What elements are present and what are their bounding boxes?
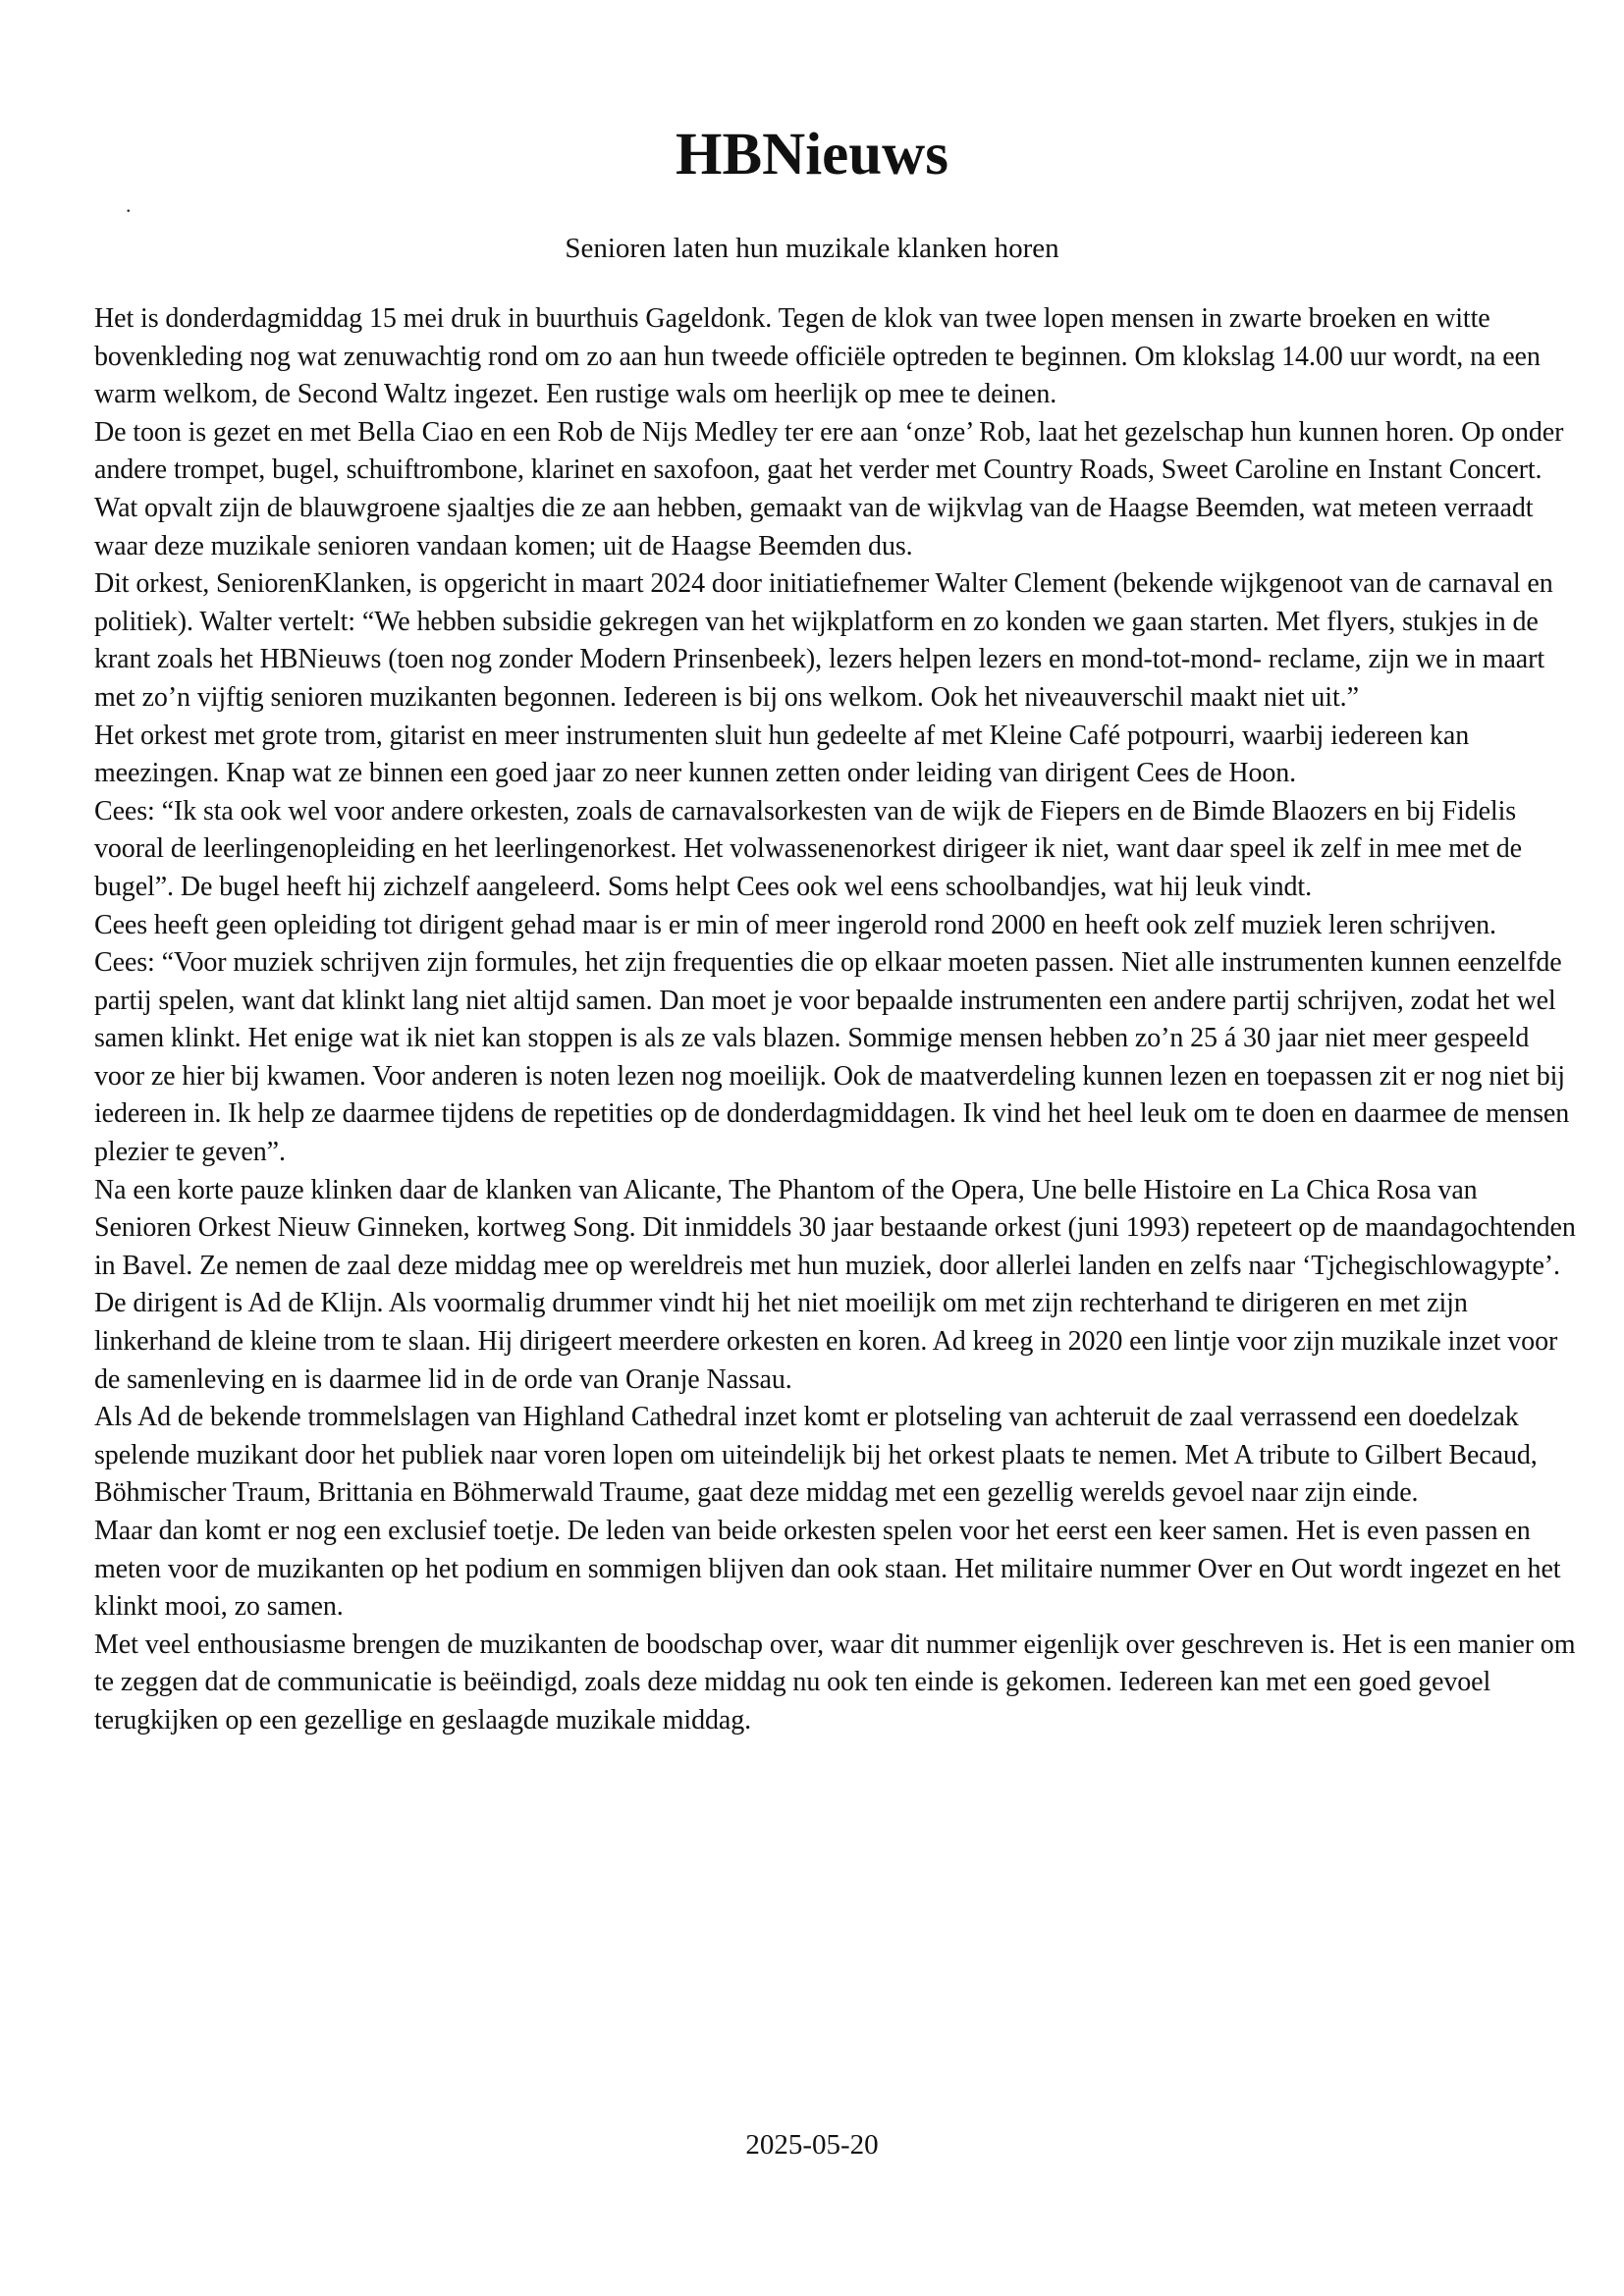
- marker-dot: .: [126, 192, 132, 217]
- paragraph: Cees: “Ik sta ook wel voor andere orkesten, zoals de carnavalsorkesten van de wijk de Fiepers en de Bimde Blaozers en bij Fidelis vooral de leerlingenopleiding en het leerlingenorkest. Het volwassenenorkest dirigeer ik niet, want daar speel ik zelf in mee met de bugel”. De bugel heeft hij zichzelf aangeleerd. Soms helpt Cees ook wel eens schoolbandjes, wat hij leuk vindt.: [94, 795, 1522, 902]
- article-headline: Senioren laten hun muzikale klanken horen: [565, 233, 1059, 264]
- paragraph: Cees: “Voor muziek schrijven zijn formules, het zijn frequenties die op elkaar moeten passen. Niet alle instrumenten kunnen eenzelfde partij spelen, want dat klinkt lang niet altijd samen. Dan moet je voor bepaalde instrumenten een andere partij schrijven, zodat het wel samen klinkt. Het enige wat ik niet kan stoppen is als ze vals blazen. Sommige mensen hebben zo’n 25 á 30 jaar niet meer gespeeld voor ze hier bij kwamen. Voor anderen is noten lezen nog moeilijk. Ook de maatverdeling kunnen lezen en toepassen zit er nog niet bij iedereen in. Ik help ze daarmee tijdens de repetities op de donderdagmiddagen. Ik vind het heel leuk om te doen en daarmee de mensen plezier te geven”.: [94, 947, 1570, 1168]
- paragraph: De toon is gezet en met Bella Ciao en een Rob de Nijs Medley ter ere aan ‘onze’ Rob, laat het gezelschap hun kunnen horen. Op onder andere trompet, bugel, schuiftrombone, klarinet en saxofoon, gaat het verder met Country Roads, Sweet Caroline en Instant Concert. Wat opvalt zijn de blauwgroene sjaaltjes die ze aan hebben, gemaakt van de wijkvlag van de Haagse Beemden, wat meteen verraadt waar deze muzikale senioren vandaan komen; uit de Haagse Beemden dus.: [94, 416, 1564, 561]
- paragraph: Het is donderdagmiddag 15 mei druk in buurthuis Gageldonk. Tegen de klok van twee lopen mensen in zwarte broeken en witte bovenkleding nog wat zenuwachtig rond om zo aan hun tweede officiële optreden te beginnen. Om klokslag 14.00 uur wordt, na een warm welkom, de Second Waltz ingezet. Een rustige wals om heerlijk op mee te deinen.: [94, 303, 1541, 410]
- masthead-title: HBNieuws: [676, 122, 948, 187]
- footer-date: 2025-05-20: [745, 2129, 879, 2161]
- article-body: [94, 300, 1577, 1740]
- paragraph: Cees heeft geen opleiding tot dirigent gehad maar is er min of meer ingerold rond 2000 en heeft ook zelf muziek leren schrijven.: [94, 909, 1496, 940]
- paragraph: Na een korte pauze klinken daar de klanken van Alicante, The Phantom of the Opera, Une belle Histoire en La Chica Rosa van Senioren Orkest Nieuw Ginneken, kortweg Song. Dit inmiddels 30 jaar bestaande orkest (juni 1993) repeteert op de maandagochtenden in Bavel. Ze nemen de zaal deze middag mee op wereldreis met hun muziek, door allerlei landen en zelfs naar ‘Tjchegischlowagypte’.: [94, 1174, 1576, 1281]
- paragraph: Met veel enthousiasme brengen de muzikanten de boodschap over, waar dit nummer eigenlijk over geschreven is. Het is een manier om te zeggen dat de communicatie is beëindigd, zoals deze middag nu ook ten einde is gekomen. Iedereen kan met een goed gevoel terugkijken op een gezellige en geslaagde muzikale middag.: [94, 1629, 1576, 1735]
- paragraph: Dit orkest, SeniorenKlanken, is opgericht in maart 2024 door initiatiefnemer Walter Clement (bekende wijkgenoot van de carnaval en politiek). Walter vertelt: “We hebben subsidie gekregen van het wijkplatform en zo konden we gaan starten. Met flyers, stukjes in de krant zoals het HBNieuws (toen nog zonder Modern Prinsenbeek), lezers helpen lezers en mond-tot-mond- reclame, zijn we in maart met zo’n vijftig senioren muzikanten begonnen. Iedereen is bij ons welkom. Ook het niveauverschil maakt niet uit.”: [94, 568, 1553, 713]
- paragraph: De dirigent is Ad de Klijn. Als voormalig drummer vindt hij het niet moeilijk om met zijn rechterhand te dirigeren en met zijn linkerhand de kleine trom te slaan. Hij dirigeert meerdere orkesten en koren. Ad kreeg in 2020 een lintje voor zijn muzikale inzet voor de samenleving en is daarmee lid in de orde van Oranje Nassau.: [94, 1288, 1558, 1395]
- paragraph: Het orkest met grote trom, gitarist en meer instrumenten sluit hun gedeelte af met Kleine Café potpourri, waarbij iedereen kan meezingen. Knap wat ze binnen een goed jaar zo neer kunnen zetten onder leiding van dirigent Cees de Hoon.: [94, 720, 1470, 789]
- paragraph: Maar dan komt er nog een exclusief toetje. De leden van beide orkesten spelen voor het eerst een keer samen. Het is even passen en meten voor de muzikanten op het podium en sommigen blijven dan ook staan. Het militaire nummer Over en Out wordt ingezet en het klinkt mooi, zo samen.: [94, 1516, 1561, 1623]
- paragraph: Als Ad de bekende trommelslagen van Highland Cathedral inzet komt er plotseling van achteruit de zaal verrassend een doedelzak spelende muzikant door het publiek naar voren lopen om uiteindelijk bij het orkest plaats te nemen. Met A tribute to Gilbert Becaud, Böhmischer Traum, Brittania en Böhmerwald Traume, gaat deze middag met een gezellig werelds gevoel naar zijn einde.: [94, 1402, 1538, 1509]
